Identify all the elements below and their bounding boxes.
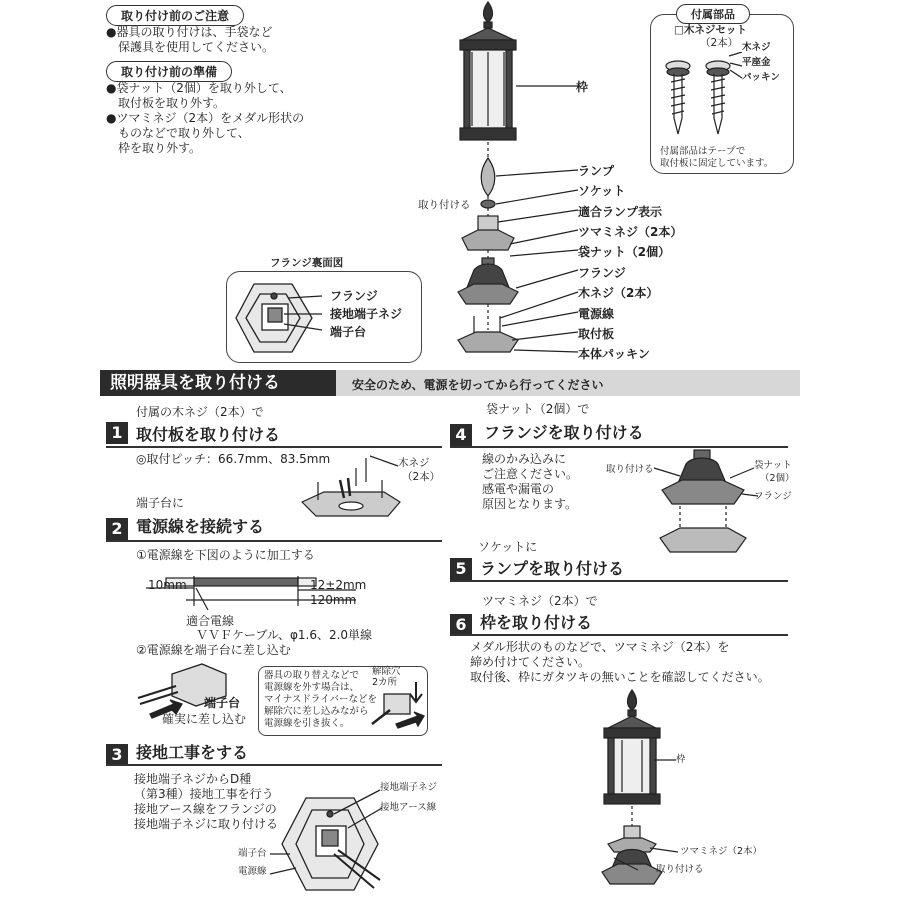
attach-label: 取り付ける [418, 199, 471, 211]
step4-body-1: 線のかみ込みに [482, 452, 567, 466]
step2-note-4: 解除穴に差し込みながら [264, 706, 369, 717]
accessory-set-name: □木ネジセット [674, 24, 747, 36]
step3-title: 接地工事をする [136, 743, 249, 762]
step4-title: フランジを取り付ける [484, 423, 644, 442]
preparation-line-5: 枠を取り外す。 [106, 141, 202, 155]
accessory-note-1: 付属部品はテープで [660, 146, 746, 157]
precaution-title: 取り付け前のご注意 [106, 5, 244, 26]
step4-body-3: 感電や漏電の [482, 482, 555, 496]
step4-label-flange: フランジ [754, 491, 792, 502]
step1-label-screw: 木ネジ [398, 457, 430, 469]
precaution-line-2: 保護具を使用してください。 [106, 40, 275, 54]
label-power-cable: 電源線 [578, 307, 615, 321]
step3-body-3: 接地アース線をフランジの [134, 802, 277, 816]
flange-back-illustration [232, 276, 322, 360]
preparation-line-2: 取付板を取り外す。 [106, 96, 226, 110]
step4-number: 4 [450, 424, 472, 446]
release-tool-illustration [366, 680, 426, 732]
step2-release-1: 解除穴 [372, 666, 401, 677]
step3-label-ground-screw: 接地端子ネジ [380, 782, 438, 793]
step1-pitch: ◎取付ピッチ：66.7mm、83.5mm [136, 452, 331, 466]
step2-wire-label: 適合電線 [186, 614, 235, 628]
step3-number: 3 [106, 744, 128, 766]
step4-label-nuts-count: （2個） [760, 473, 795, 484]
label-lamp: ランプ [578, 164, 615, 178]
step6-rule [450, 634, 788, 636]
step1-label-count: （2本） [402, 471, 441, 483]
step6-body-1: メダル形状のものなどで、ツマミネジ（2本）を [470, 640, 730, 654]
step4-flange-illustration [650, 446, 760, 556]
step2-release-2: 2カ所 [372, 677, 398, 688]
exploded-view-illustration [400, 0, 580, 365]
step3-label-cable: 電源線 [238, 866, 267, 877]
step3-body-4: 接地端子ネジに取り付ける [134, 817, 279, 831]
flange-back-label-terminal: 端子台 [330, 325, 367, 339]
terminal-insert-illustration [130, 660, 260, 720]
step1-rule [106, 446, 442, 448]
accessory-set-count: （2本） [700, 37, 739, 49]
step2-terminal-label: 端子台 [204, 696, 241, 710]
flange-back-label-flange: フランジ [330, 289, 378, 303]
flange-back-title: フランジ裏面図 [270, 257, 344, 269]
label-thumb-screws: ツマミネジ（2本） [578, 225, 683, 239]
step6-number: 6 [450, 614, 472, 636]
label-body-packing: 本体パッキン [578, 347, 650, 361]
step5-title: ランプを取り付ける [480, 559, 625, 578]
step4-pre: 袋ナット（2個）で [486, 402, 590, 416]
step6-pre: ツマミネジ（2本）で [482, 594, 598, 608]
label-mount-plate: 取付板 [578, 327, 615, 341]
preparation-line-4: ものなどで取り外して、 [106, 126, 250, 140]
section-safety-note: 安全のため、電源を切ってから行ってください [352, 378, 604, 392]
accessories-title: 付属部品 [676, 4, 750, 24]
step2-number: 2 [106, 518, 128, 540]
step2-note-1: 器具の取り替えなどで [264, 670, 360, 681]
preparation-line-1: ●袋ナット（2個）を取り外して、 [106, 81, 292, 95]
preparation-line-3: ●ツマミネジ（2本）をメダル形状の [106, 111, 305, 125]
step4-body-2: ご注意ください。 [482, 467, 579, 481]
step2-sub2: ②電源線を端子台に差し込む [136, 643, 291, 657]
step2-note-2: 電源線を外す場合は、 [264, 682, 360, 693]
step1-illustration [296, 452, 406, 524]
accessory-label-packing: パッキン [742, 72, 780, 83]
step1-title: 取付板を取り付ける [136, 425, 281, 444]
label-wood-screws: 木ネジ（2本） [578, 286, 659, 300]
step3-body-2: （第3種）接地工事を行う [134, 787, 274, 801]
step4-attach-label: 取り付ける [606, 464, 654, 475]
preparation-title: 取り付け前の準備 [106, 61, 232, 82]
step6-frame-label: 枠 [676, 754, 686, 765]
wood-screw-illustration [656, 52, 746, 142]
step1-number: 1 [106, 422, 128, 444]
accessory-label-screw: 木ネジ [742, 42, 771, 53]
accessory-label-washer: 平座金 [742, 57, 771, 68]
precaution-line-1: ●器具の取り付けは、手袋など [106, 25, 273, 39]
step2-insert-label: 確実に差し込む [162, 712, 247, 726]
step2-sub1: ①電源線を下図のように加工する [136, 548, 315, 562]
step4-body-4: 原因となります。 [482, 497, 578, 511]
step5-number: 5 [450, 558, 472, 580]
section-title: 照明器具を取り付ける [100, 370, 336, 396]
flange-back-label-ground: 接地端子ネジ [330, 307, 403, 321]
step3-grounding-illustration [270, 788, 390, 900]
step2-wire-spec: ＶＶＦケーブル、φ1.6、2.0単線 [196, 628, 373, 642]
label-cap-nuts: 袋ナット（2個） [578, 245, 671, 259]
step2-rule [106, 540, 442, 542]
label-socket: ソケット [578, 184, 626, 198]
step2-dim-12mm: 12±2mm [310, 578, 367, 592]
label-lamp-spec: 適合ランプ表示 [578, 205, 663, 219]
step6-screws-label: ツマミネジ（2本） [680, 846, 763, 857]
label-frame: 枠 [576, 80, 589, 94]
step6-title: 枠を取り付ける [480, 613, 593, 632]
step2-pre: 端子台に [136, 496, 185, 510]
step2-note-3: マイナスドライバーなどを [264, 694, 377, 705]
accessory-note-2: 取付板に固定しています。 [660, 158, 774, 169]
step6-body-3: 取付後、枠にガタツキの無いことを確認してください。 [470, 670, 770, 684]
step2-dim-120mm: 120mm [310, 593, 357, 607]
step5-pre: ソケットに [478, 540, 538, 554]
step2-title: 電源線を接続する [136, 517, 265, 536]
step2-note-5: 電源線を引き抜く。 [264, 718, 350, 729]
step3-label-terminal: 端子台 [238, 848, 267, 859]
step1-pre: 付属の木ネジ（2本）で [136, 405, 264, 419]
step3-rule [106, 764, 442, 766]
step4-label-nuts: 袋ナット [754, 460, 792, 471]
step3-body-1: 接地端子ネジからD種 [134, 772, 252, 786]
label-flange: フランジ [578, 266, 626, 280]
step5-rule [450, 580, 788, 582]
step2-dim-10mm: 10mm [148, 578, 187, 592]
step6-body-2: 締め付けてください。 [470, 655, 591, 669]
step6-attach-label: 取り付ける [656, 864, 704, 875]
step3-label-earth-wire: 接地アース線 [380, 802, 437, 813]
